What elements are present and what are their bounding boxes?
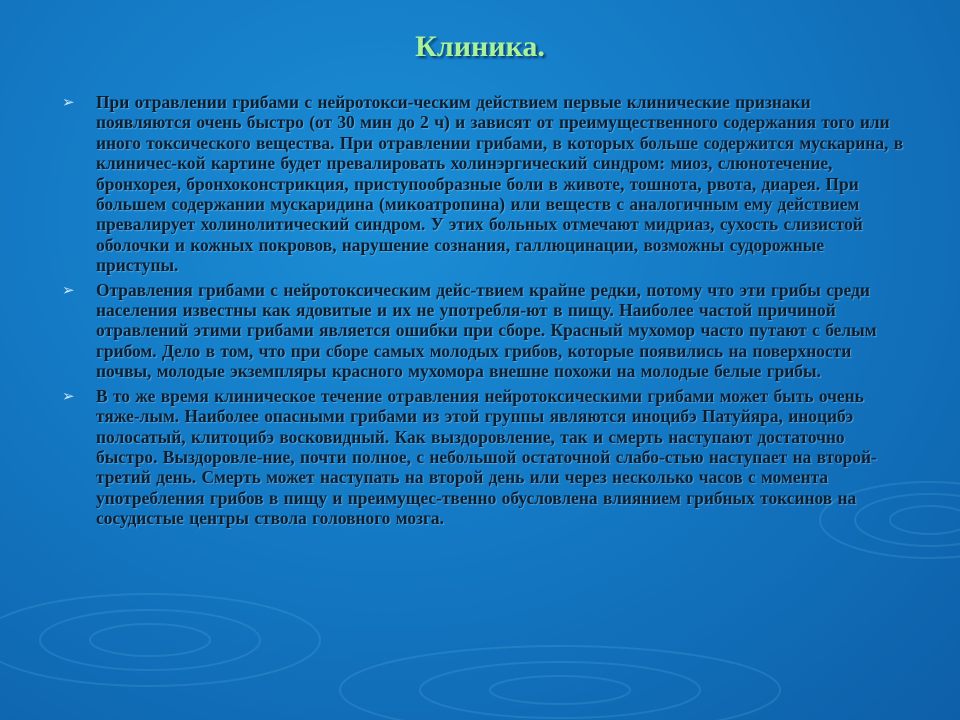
- bullet-text-3: В то же время клиническое течение отравления нейротоксическими грибами может быть очень тяже-лым. Наиболее опасными грибами из этой группы являются иноцибэ Патуйяра, иноцибэ полосатый, клитоцибэ восковидный. Как выздоровление, так и смерть наступают достаточно быстро. Выздоровле-ние, почти полное, с небольшой остаточной слабо-стью наступает на второй-третий день. Смерть может наступать на второй день или через несколько часов с момента употребления грибов в пищу и преимущес-твенно обусловлена влиянием грибных токсинов на сосудистые центры ствола головного мозга.: [96, 385, 877, 529]
- bullet-item-1: [62, 92, 908, 276]
- bullet-item-2: [62, 280, 908, 382]
- slide-title: Клиника.: [415, 30, 545, 63]
- bullet-item-3: [62, 386, 908, 529]
- arrow-bullet-icon: ➢: [62, 93, 75, 111]
- bullet-text-1: При отравлении грибами с нейротокси-ческим действием первые клинические признаки появляются очень быстро (от 30 мин до 2 ч) и зависят от преимущественного содержания того или иного токсического вещества. При отравлении грибами, в которых больше содержится мускарина, в клиничес-кой картине будет превалировать холинэргический синдром: миоз, слюнотечение, бронхорея, бронхоконстрикция, приступообразные боли в животе, тошнота, рвота, диарея. При большем содержании мускаридина (микоатропина) или веществ с аналогичным ему действием превалирует холинолитический синдром. У этих больных отмечают мидриаз, сухость слизистой оболочки и кожных покровов, нарушение сознания, галлюцинации, возможны судорожные приступы.: [96, 92, 904, 276]
- arrow-bullet-icon: ➢: [62, 280, 75, 299]
- arrow-bullet-icon: ➢: [62, 386, 75, 405]
- slide-body: [62, 92, 908, 533]
- bullet-text-2: Отравления грибами с нейротоксическим дейс-твием крайне редки, потому что эти грибы среди населения известны как ядовитые и их не употребля-ют в пищу. Наиболее частой причиной отравлений этими грибами является ошибки при сборе. Красный мухомор часто путают с белым грибом. Дело в том, что при сборе самых молодых грибов, которые появились на поверхности почвы, молодые экземпляры красного мухомора внешне похожи на молодые белые грибы.: [96, 279, 877, 382]
